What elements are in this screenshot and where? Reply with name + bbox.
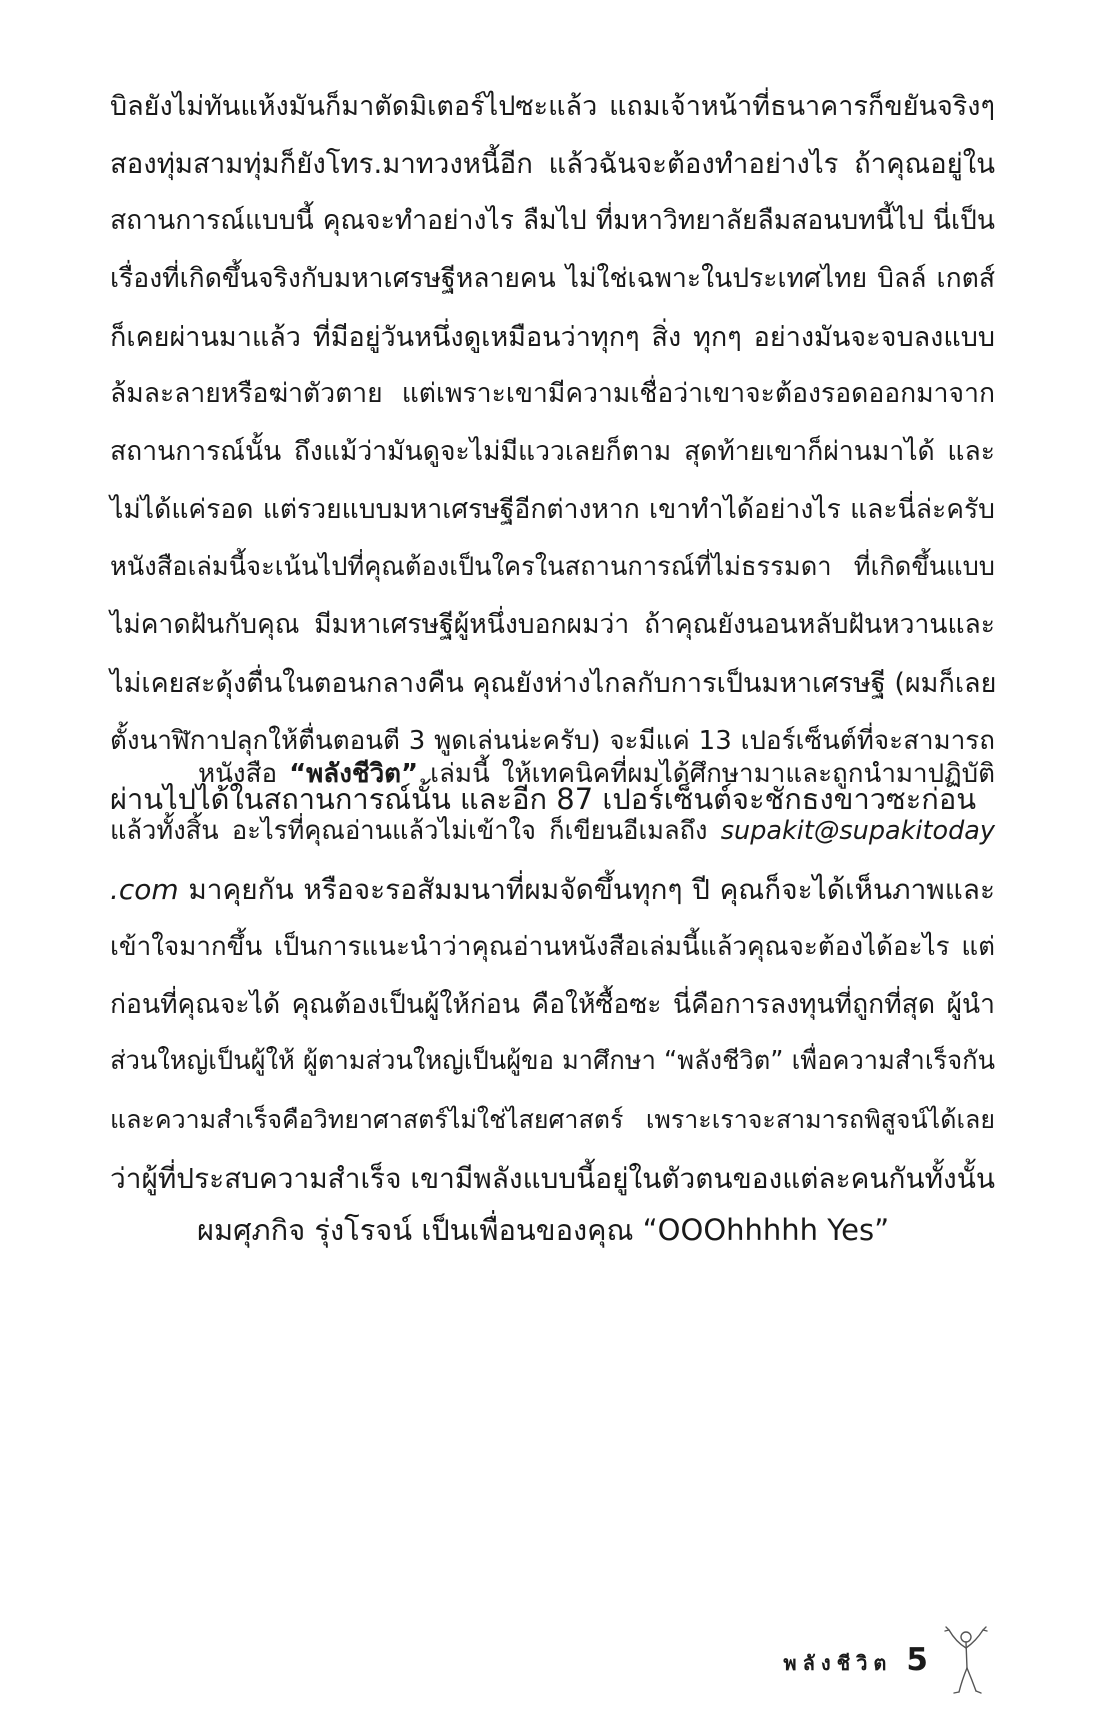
paragraph-1-line-12: ตั้งนาฬิกาปลุกให้ตื่นตอนตี 3 พูดเล่นน่ะครับ) จะมีแค่ 13 เปอร์เซ็นต์ที่จะสามารถ [110,725,995,756]
paragraph-1-line-5: ก็เคยผ่านมาแล้ว ที่มีอยู่วันหนึ่งดูเหมือนว่าทุกๆ สิ่ง ทุกๆ อย่างมันจะจบลงแบบ [110,321,995,353]
signoff-line: ผมศุภกิจ รุ่งโรจน์ เป็นเพื่อนของคุณ “OOOhhhhh Yes” [197,1213,890,1247]
stick-figure-icon [940,1624,992,1696]
paragraph-1-line-2: สองทุ่มสามทุ่มก็ยังโทร.มาทวงหนี้อีก แล้วฉันจะต้องทำอย่างไร ถ้าคุณอยู่ใน [110,147,995,180]
paragraph-2-line-5: ก่อนที่คุณจะได้ คุณต้องเป็นผู้ให้ก่อน คือให้ซื้อซะ นี่คือการลงทุนที่ถูกที่สุด ผู้นำ [110,988,995,1020]
paragraph-1-line-10: ไม่คาดฝันกับคุณ มีมหาเศรษฐีผู้หนึ่งบอกผมว่า ถ้าคุณยังนอนหลับฝันหวานและ [110,609,995,641]
page-footer [783,1625,992,1695]
paragraph-2-line-3-suffix: มาคุยกัน หรือจะรอสัมมนาที่ผมจัดขึ้นทุกๆ ปี คุณก็จะได้เห็นภาพและ [178,873,995,907]
paragraph-1-line-4: เรื่องที่เกิดขึ้นจริงกับมหาเศรษฐีหลายคน ไม่ใช่เฉพาะในประเทศไทย บิลล์ เกตส์ [110,263,995,295]
paragraph-2-line-2 [110,815,995,877]
paragraph-1-line-7: สถานการณ์นั้น ถึงแม้ว่ามันดูจะไม่มีแววเลยก็ตาม สุดท้ายเขาก็ผ่านมาได้ และ [110,436,995,468]
paragraph-1-line-8: ไม่ได้แค่รอด แต่รวยแบบมหาเศรษฐีอีกต่างหาก เขาทำได้อย่างไร และนี่ล่ะครับ [110,493,995,525]
paragraph-2-line-1-prefix: หนังสือ [198,759,290,789]
paragraph-1-line-1: บิลยังไม่ทันแห้งมันก็มาตัดมิเตอร์ไปซะแล้ว แถมเจ้าหน้าที่ธนาคารก็ขยันจริงๆ [110,91,995,122]
paragraph-2 [110,761,995,1223]
paragraph-1-line-3: สถานการณ์แบบนี้ คุณจะทำอย่างไร ลืมไป ที่มหาวิทยาลัยลืมสอนบทนี้ไป นี่เป็น [110,205,995,237]
paragraph-1-line-6: ล้มละลายหรือฆ่าตัวตาย แต่เพราะเขามีความเชื่อว่าเขาจะต้องรอดออกมาจาก [110,378,995,410]
paragraph-2-line-1 [110,761,995,819]
paragraph-2-line-2-prefix: แล้วทั้งสิ้น อะไรที่คุณอ่านแล้วไม่เข้าใจ ก็เขียนอีเมลถึง [110,815,721,846]
paragraph-2-line-4: เข้าใจมากขึ้น เป็นการแนะนำว่าคุณอ่านหนังสือเล่มนี้แล้วคุณจะต้องได้อะไร แต่ [110,932,995,963]
paragraph-2-line-7: และความสำเร็จคือวิทยาศาสตร์ไม่ใช่ไสยศาสตร์ เพราะเราจะสามารถพิสูจน์ได้เลย [110,1105,995,1135]
paragraph-2-line-3 [110,873,995,934]
paragraph-2-line-8: ว่าผู้ที่ประสบความสำเร็จ เขามีพลังแบบนี้อยู่ในตัวตนของแต่ละคนกันทั้งนั้น [110,1161,995,1195]
paragraph-2-line-1-suffix: เล่มนี้ ให้เทคนิคที่ผมได้ศึกษามาและถูกนำมาปฏิบัติ [418,759,995,789]
paragraph-1-line-11: ไม่เคยสะดุ้งตื่นในตอนกลางคืน คุณยังห่างไกลกับการเป็นมหาเศรษฐี (ผมก็เลย [110,667,997,699]
paragraph-1 [110,93,995,843]
paragraph-1-line-13: ผ่านไปได้ในสถานการณ์นั้น และอีก 87 เปอร์เซ็นต์จะชักธงขาวซะก่อน [110,782,977,817]
page-number: 5 [906,1642,928,1678]
paragraph-1-line-9: หนังสือเล่มนี้จะเน้นไปที่คุณต้องเป็นใครในสถานการณ์ที่ไม่ธรรมดา ที่เกิดขึ้นแบบ [110,551,995,582]
email-address-part-2: .com [110,873,179,907]
book-title-bold: “พลังชีวิต” [289,759,419,789]
paragraph-2-line-6: ส่วนใหญ่เป็นผู้ให้ ผู้ตามส่วนใหญ่เป็นผู้ขอ มาศึกษา “พลังชีวิต” เพื่อความสำเร็จกัน [110,1046,996,1077]
footer-book-title: พลังชีวิต [783,1651,893,1675]
email-address-part-1: supakit@supakitoday [720,815,995,846]
